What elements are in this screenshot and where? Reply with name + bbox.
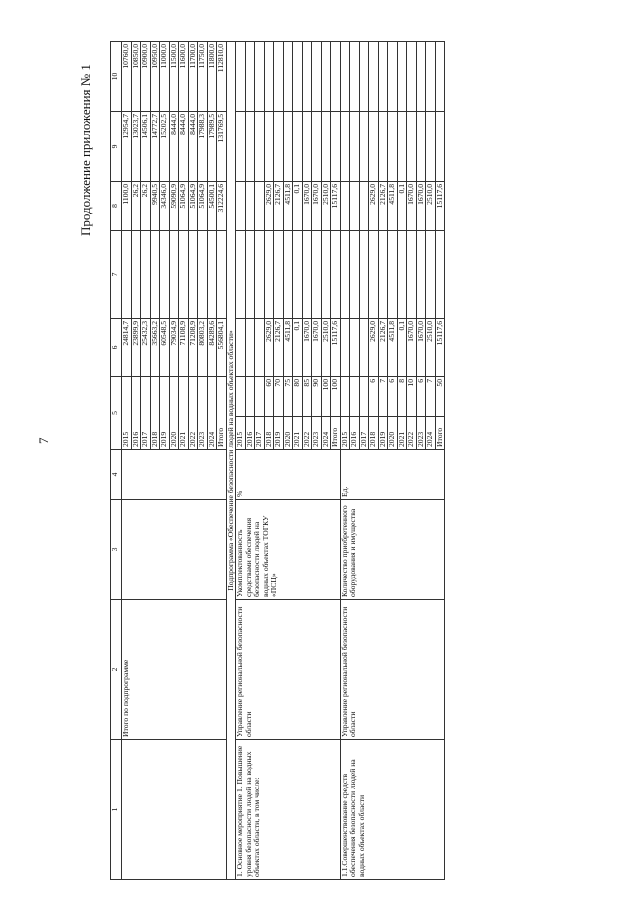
value-total-cell: 2510,0 [321, 318, 331, 376]
value-col7-cell [198, 230, 208, 318]
value-col8-cell: 4511,8 [283, 181, 293, 230]
value-col9-cell [274, 111, 284, 181]
value-total-cell: 24814,7 [122, 318, 132, 376]
value-col8-cell: 9940,5 [150, 181, 160, 230]
value-col7-cell [321, 230, 331, 318]
executor-cell: Управление региональной безопасности области [340, 600, 445, 740]
value-col7-cell [435, 230, 445, 318]
value-col9-cell [293, 111, 303, 181]
value-col9-cell: 13023,7 [131, 111, 141, 181]
year-cell: 2021 [397, 417, 407, 450]
value-col7-cell [302, 230, 312, 318]
year-cell: 2017 [359, 417, 369, 450]
indicator-value-cell: 70 [274, 376, 284, 416]
value-col10-cell [321, 41, 331, 111]
column-number-row [111, 41, 122, 879]
year-cell: 2021 [179, 376, 189, 449]
measure-name-cell [122, 740, 227, 880]
value-col10-cell [312, 41, 322, 111]
value-col7-cell [217, 230, 227, 318]
value-col8-cell [340, 181, 350, 230]
value-col7-cell [378, 230, 388, 318]
value-col8-cell: 0,1 [397, 181, 407, 230]
value-col9-cell: 14506,1 [141, 111, 151, 181]
value-col10-cell [255, 41, 265, 111]
indicator-value-cell [236, 376, 246, 416]
value-total-cell: 1670,0 [312, 318, 322, 376]
value-col9-cell [416, 111, 426, 181]
indicator-value-cell: 75 [283, 376, 293, 416]
value-col8-cell: 26,2 [141, 181, 151, 230]
value-total-cell: 23899,9 [131, 318, 141, 376]
value-total-cell [340, 318, 350, 376]
value-col7-cell [397, 230, 407, 318]
value-total-cell: 2629,0 [264, 318, 274, 376]
value-col7-cell [312, 230, 322, 318]
value-col8-cell: 1670,0 [407, 181, 417, 230]
value-total-cell: 15117,6 [331, 318, 341, 376]
value-col10-cell [426, 41, 436, 111]
value-col10-cell [264, 41, 274, 111]
year-cell: 2020 [388, 417, 398, 450]
value-col10-cell [388, 41, 398, 111]
value-col10-cell [245, 41, 255, 111]
year-cell: 2021 [293, 417, 303, 450]
indicator-cell: Укомплектованность средствами обеспечения безопасности людей на водных объектах ТОГКУ «ПСЦ» [236, 500, 341, 600]
indicator-value-cell: 100 [321, 376, 331, 416]
value-col8-cell [236, 181, 246, 230]
value-col10-cell: 11750,0 [198, 41, 208, 111]
value-total-cell: 556804,1 [217, 318, 227, 376]
indicator-value-cell: 6 [416, 376, 426, 416]
value-col9-cell [245, 111, 255, 181]
indicator-value-cell [340, 376, 350, 416]
value-col7-cell [245, 230, 255, 318]
year-cell: 2016 [131, 376, 141, 449]
value-col7-cell [426, 230, 436, 318]
year-cell: Итого [217, 376, 227, 449]
value-col7-cell [207, 230, 217, 318]
value-col7-cell [369, 230, 379, 318]
value-total-cell: 2510,0 [426, 318, 436, 376]
value-col10-cell: 11700,0 [188, 41, 198, 111]
value-col10-cell [236, 41, 246, 111]
value-col10-cell [416, 41, 426, 111]
value-col9-cell: 12954,7 [122, 111, 132, 181]
value-col8-cell [245, 181, 255, 230]
value-col10-cell: 112810,0 [217, 41, 227, 111]
value-col9-cell [312, 111, 322, 181]
value-col9-cell [388, 111, 398, 181]
value-total-cell: 2126,7 [274, 318, 284, 376]
value-total-cell: 0,1 [293, 318, 303, 376]
value-total-cell: 2126,7 [378, 318, 388, 376]
value-col10-cell [378, 41, 388, 111]
value-col7-cell [359, 230, 369, 318]
indicator-value-cell: 7 [378, 376, 388, 416]
year-cell: 2015 [340, 417, 350, 450]
year-cell: 2022 [407, 417, 417, 450]
value-col10-cell [274, 41, 284, 111]
value-col10-cell [350, 41, 360, 111]
year-cell: 2023 [312, 417, 322, 450]
subprogram-title: Подпрограмма «Обеспечение безопасности людей на водных объектах области» [226, 41, 236, 879]
column-header: 10 [111, 41, 122, 111]
year-cell: 2015 [122, 376, 132, 449]
column-header: 5 [111, 376, 122, 449]
value-col10-cell [407, 41, 417, 111]
value-col7-cell [131, 230, 141, 318]
year-cell: 2019 [160, 376, 170, 449]
value-col9-cell: 131769,5 [217, 111, 227, 181]
value-total-cell [236, 318, 246, 376]
value-col7-cell [283, 230, 293, 318]
value-col7-cell [331, 230, 341, 318]
value-col9-cell [369, 111, 379, 181]
value-col7-cell [141, 230, 151, 318]
value-total-cell: 15117,6 [435, 318, 445, 376]
value-total-cell: 60548,5 [160, 318, 170, 376]
year-cell: 2023 [416, 417, 426, 450]
year-cell: 2017 [255, 417, 265, 450]
value-col10-cell: 10900,0 [141, 41, 151, 111]
value-total-cell: 80803,2 [198, 318, 208, 376]
value-col9-cell [255, 111, 265, 181]
value-col10-cell [369, 41, 379, 111]
year-cell: 2015 [236, 417, 246, 450]
indicator-value-cell: 60 [264, 376, 274, 416]
indicator-cell: Количество приобретенного оборудования и имущества [340, 500, 445, 600]
year-cell: 2018 [150, 376, 160, 449]
measure-name-cell: 1.1.Совершенствование средств обеспечения безопасности людей на водных объектах области [340, 740, 445, 880]
value-total-cell: 0,1 [397, 318, 407, 376]
value-total-cell: 2629,0 [369, 318, 379, 376]
value-col10-cell: 11500,0 [169, 41, 179, 111]
indicator-value-cell: 50 [435, 376, 445, 416]
value-col9-cell [236, 111, 246, 181]
value-col8-cell: 51064,9 [179, 181, 189, 230]
value-total-cell: 79034,9 [169, 318, 179, 376]
value-col9-cell: 8444,0 [188, 111, 198, 181]
value-col8-cell: 26,2 [131, 181, 141, 230]
value-col8-cell: 2126,7 [274, 181, 284, 230]
year-cell: 2020 [283, 417, 293, 450]
unit-cell [122, 450, 227, 500]
value-col7-cell [122, 230, 132, 318]
indicator-value-cell: 80 [293, 376, 303, 416]
indicator-value-cell: 7 [426, 376, 436, 416]
value-col9-cell: 17989,5 [207, 111, 217, 181]
value-col7-cell [255, 230, 265, 318]
value-col9-cell: 8444,0 [179, 111, 189, 181]
value-col9-cell [407, 111, 417, 181]
value-col7-cell [188, 230, 198, 318]
value-total-cell: 1670,0 [302, 318, 312, 376]
indicator-value-cell [245, 376, 255, 416]
value-col8-cell: 1670,0 [416, 181, 426, 230]
value-col10-cell [283, 41, 293, 111]
value-col9-cell: 14772,7 [150, 111, 160, 181]
value-col9-cell [321, 111, 331, 181]
unit-cell: % [236, 450, 341, 500]
value-col10-cell [397, 41, 407, 111]
appendix-table [110, 41, 445, 880]
table-row [122, 41, 132, 879]
year-cell: 2020 [169, 376, 179, 449]
value-col7-cell [407, 230, 417, 318]
value-col7-cell [160, 230, 170, 318]
value-col10-cell: 10950,0 [150, 41, 160, 111]
page-number: 7 [36, 437, 51, 444]
column-header: 6 [111, 318, 122, 376]
value-col9-cell [340, 111, 350, 181]
indicator-value-cell: 10 [407, 376, 417, 416]
value-col8-cell: 34346,0 [160, 181, 170, 230]
value-col8-cell: 2629,0 [264, 181, 274, 230]
indicator-value-cell [255, 376, 265, 416]
value-col9-cell [435, 111, 445, 181]
value-col9-cell [359, 111, 369, 181]
unit-cell: Ед. [340, 450, 445, 500]
value-total-cell: 84289,6 [207, 318, 217, 376]
year-cell: 2019 [378, 417, 388, 450]
value-col8-cell: 51064,9 [188, 181, 198, 230]
value-col8-cell: 1670,0 [302, 181, 312, 230]
indicator-value-cell: 100 [331, 376, 341, 416]
value-col9-cell: 8444,0 [169, 111, 179, 181]
value-col7-cell [350, 230, 360, 318]
value-col9-cell [302, 111, 312, 181]
table-row [236, 41, 246, 879]
value-col8-cell: 0,1 [293, 181, 303, 230]
value-col9-cell [350, 111, 360, 181]
value-col9-cell [426, 111, 436, 181]
value-total-cell: 25432,3 [141, 318, 151, 376]
subprogram-total-label: Итого по подпрограмме [122, 600, 227, 740]
value-total-cell [350, 318, 360, 376]
year-cell: 2024 [321, 417, 331, 450]
value-col9-cell [378, 111, 388, 181]
value-col9-cell [331, 111, 341, 181]
rotated-table-container [110, 42, 445, 880]
value-col7-cell [179, 230, 189, 318]
value-total-cell: 71208,9 [188, 318, 198, 376]
column-header: 8 [111, 181, 122, 230]
year-cell: 2017 [141, 376, 151, 449]
indicator-value-cell: 90 [312, 376, 322, 416]
value-col8-cell: 312224,6 [217, 181, 227, 230]
value-col10-cell [302, 41, 312, 111]
value-col8-cell: 59090,9 [169, 181, 179, 230]
value-col10-cell: 10760,0 [122, 41, 132, 111]
value-col9-cell [264, 111, 274, 181]
value-col7-cell [150, 230, 160, 318]
year-cell: 2024 [207, 376, 217, 449]
column-header: 2 [111, 600, 122, 740]
year-cell: 2019 [274, 417, 284, 450]
value-col10-cell: 10850,0 [131, 41, 141, 111]
table-body [122, 41, 445, 879]
value-col8-cell: 2510,0 [426, 181, 436, 230]
column-header: 1 [111, 740, 122, 880]
measure-name-cell: 1. Основное мероприятие 1. Повышение уровня безопасности людей на водных объектах области, в том числе: [236, 740, 341, 880]
value-col7-cell [388, 230, 398, 318]
value-col10-cell: 11600,0 [179, 41, 189, 111]
value-col7-cell [340, 230, 350, 318]
value-col10-cell [293, 41, 303, 111]
value-total-cell: 4511,8 [388, 318, 398, 376]
column-header: 3 [111, 500, 122, 600]
value-total-cell [255, 318, 265, 376]
value-col10-cell [340, 41, 350, 111]
column-header: 4 [111, 450, 122, 500]
column-header: 7 [111, 230, 122, 318]
value-col8-cell: 1100,0 [122, 181, 132, 230]
indicator-value-cell: 8 [397, 376, 407, 416]
value-col7-cell [236, 230, 246, 318]
value-col7-cell [169, 230, 179, 318]
value-col8-cell: 15117,6 [331, 181, 341, 230]
year-cell: 2022 [302, 417, 312, 450]
value-col8-cell: 1670,0 [312, 181, 322, 230]
value-col7-cell [293, 230, 303, 318]
indicator-value-cell: 85 [302, 376, 312, 416]
year-cell: 2016 [350, 417, 360, 450]
indicator-value-cell: 6 [369, 376, 379, 416]
value-col9-cell [283, 111, 293, 181]
column-header: 9 [111, 111, 122, 181]
value-col8-cell [255, 181, 265, 230]
year-cell: 2023 [198, 376, 208, 449]
value-col8-cell: 54500,1 [207, 181, 217, 230]
value-col10-cell [435, 41, 445, 111]
table-row [340, 41, 350, 879]
year-cell: 2018 [369, 417, 379, 450]
year-cell: 2022 [188, 376, 198, 449]
indicator-cell [122, 500, 227, 600]
continuation-title: Продолжение приложения № 1 [78, 64, 93, 236]
value-col9-cell: 15202,5 [160, 111, 170, 181]
value-col8-cell: 15117,6 [435, 181, 445, 230]
value-total-cell [245, 318, 255, 376]
year-cell: 2016 [245, 417, 255, 450]
value-col8-cell: 2629,0 [369, 181, 379, 230]
value-col8-cell: 4511,8 [388, 181, 398, 230]
value-total-cell: 1670,0 [416, 318, 426, 376]
value-total-cell: 4511,8 [283, 318, 293, 376]
value-col8-cell: 51064,9 [198, 181, 208, 230]
value-col8-cell [350, 181, 360, 230]
value-col10-cell [331, 41, 341, 111]
value-total-cell: 35663,2 [150, 318, 160, 376]
value-col10-cell [359, 41, 369, 111]
value-col10-cell: 11000,0 [160, 41, 170, 111]
year-cell: 2018 [264, 417, 274, 450]
indicator-value-cell: 6 [388, 376, 398, 416]
year-cell: 2024 [426, 417, 436, 450]
value-col9-cell: 17988,3 [198, 111, 208, 181]
value-total-cell: 71108,9 [179, 318, 189, 376]
value-col8-cell: 2510,0 [321, 181, 331, 230]
value-col7-cell [274, 230, 284, 318]
value-col8-cell: 2126,7 [378, 181, 388, 230]
value-total-cell: 1670,0 [407, 318, 417, 376]
value-col7-cell [264, 230, 274, 318]
year-cell: Итого [331, 417, 341, 450]
value-col7-cell [416, 230, 426, 318]
value-col10-cell: 11800,0 [207, 41, 217, 111]
executor-cell: Управление региональной безопасности области [236, 600, 341, 740]
indicator-value-cell [350, 376, 360, 416]
value-col9-cell [397, 111, 407, 181]
year-cell: Итого [435, 417, 445, 450]
